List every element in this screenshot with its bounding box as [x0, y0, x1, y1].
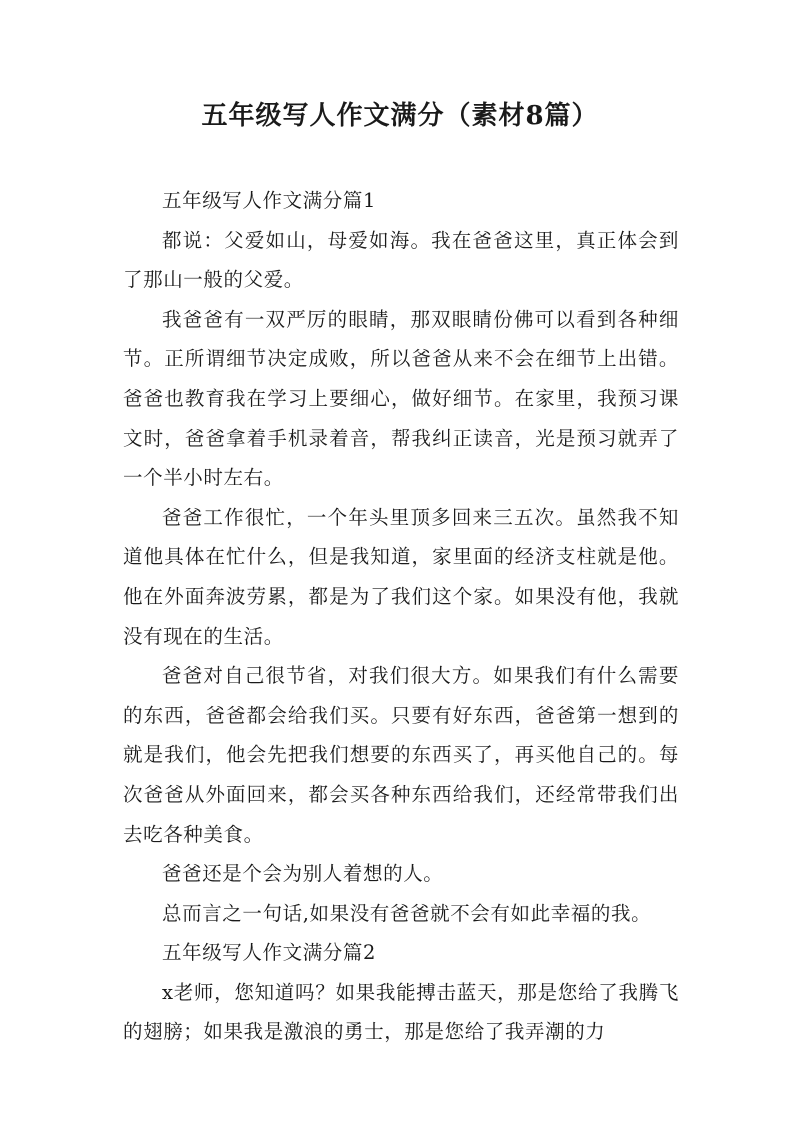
paragraph: 我爸爸有一双严厉的眼睛，那双眼睛份佛可以看到各种细节。正所谓细节决定成败，所以爸爸从来不会在细节上出错。爸爸也教育我在学习上要细心，做好细节。在家里，我预习课文时，爸爸拿着手机录着音，帮我纠正读音，光是预习就弄了一个半小时左右。 [123, 307, 679, 490]
paragraph: 都说：父爱如山，母爱如海。我在爸爸这里，真正体会到了那山一般的父爱。 [123, 228, 679, 292]
section-heading: 五年级写人作文满分篇2 [162, 941, 377, 965]
paragraph: 爸爸还是个会为别人着想的人。 [162, 862, 444, 886]
section-heading: 五年级写人作文满分篇1 [162, 189, 377, 212]
paragraph: 总而言之一句话,如果没有爸爸就不会有如此幸福的我。 [162, 901, 652, 925]
paragraph: 爸爸工作很忙，一个年头里顶多回来三五次。虽然我不知道他具体在忙什么，但是我知道，家里面的经济支柱就是他。他在外面奔波劳累，都是为了我们这个家。如果没有他，我就没有现在的生活。 [123, 505, 679, 648]
paragraph: 爸爸对自己很节省，对我们很大方。如果我们有什么需要的东西，爸爸都会给我们买。只要有好东西，爸爸第一想到的就是我们，他会先把我们想要的东西买了，再买他自己的。每次爸爸从外面回来，都会买各种东西给我们，还经常带我们出去吃各种美食。 [123, 664, 679, 846]
document-body [123, 181, 679, 1052]
document-title: 五年级写人作文满分（素材8篇） [201, 101, 599, 131]
paragraph: x老师，您知道吗？如果我能搏击蓝天，那是您给了我腾飞的翅膀；如果我是激浪的勇士，那是您给了我弄潮的力 [123, 980, 679, 1044]
